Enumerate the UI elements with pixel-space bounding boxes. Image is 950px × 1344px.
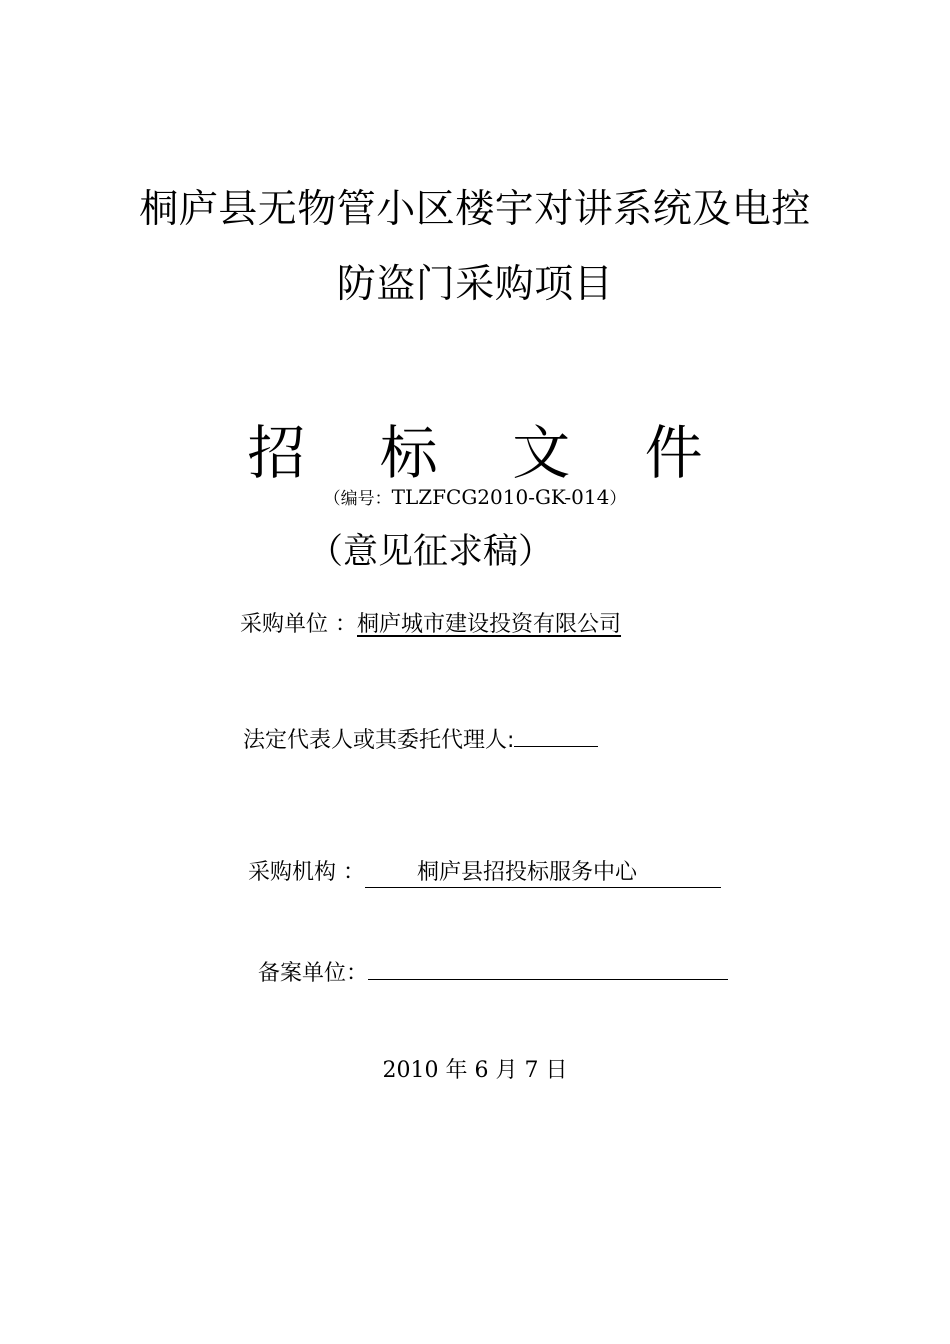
procurement-agency-value: 桐庐县招投标服务中心 bbox=[365, 859, 721, 888]
document-type-heading: 招 标 文 件 bbox=[247, 419, 731, 487]
project-title-line-2: 防盗门采购项目 bbox=[336, 262, 614, 307]
purchaser-label: 采购单位 ： bbox=[240, 612, 357, 637]
filing-unit-row bbox=[258, 955, 728, 987]
document-number bbox=[0, 484, 950, 509]
draft-note: （意见征求稿） bbox=[308, 532, 554, 572]
legal-representative-label: 法定代表人或其委托代理人: bbox=[243, 728, 515, 753]
document-date: 2010 年 6 月 7 日 bbox=[382, 1058, 568, 1083]
purchaser-value: 桐庐城市建设投资有限公司 bbox=[357, 612, 622, 637]
document-number-label: （编号： bbox=[323, 489, 392, 509]
legal-representative-row bbox=[243, 723, 598, 754]
document-number-close: ） bbox=[609, 489, 627, 509]
project-title-line-1: 桐庐县无物管小区楼宇对讲系统及电控 bbox=[139, 187, 811, 232]
filing-unit-label: 备案单位： bbox=[258, 961, 369, 986]
procurement-agency-label: 采购机构 ： bbox=[248, 860, 365, 885]
filing-unit-blank bbox=[368, 955, 728, 980]
procurement-agency-row bbox=[248, 855, 721, 888]
purchaser-row bbox=[240, 607, 621, 638]
document-number-value: TLZFCG2010-GK-014 bbox=[391, 485, 610, 509]
legal-representative-blank bbox=[514, 724, 598, 747]
